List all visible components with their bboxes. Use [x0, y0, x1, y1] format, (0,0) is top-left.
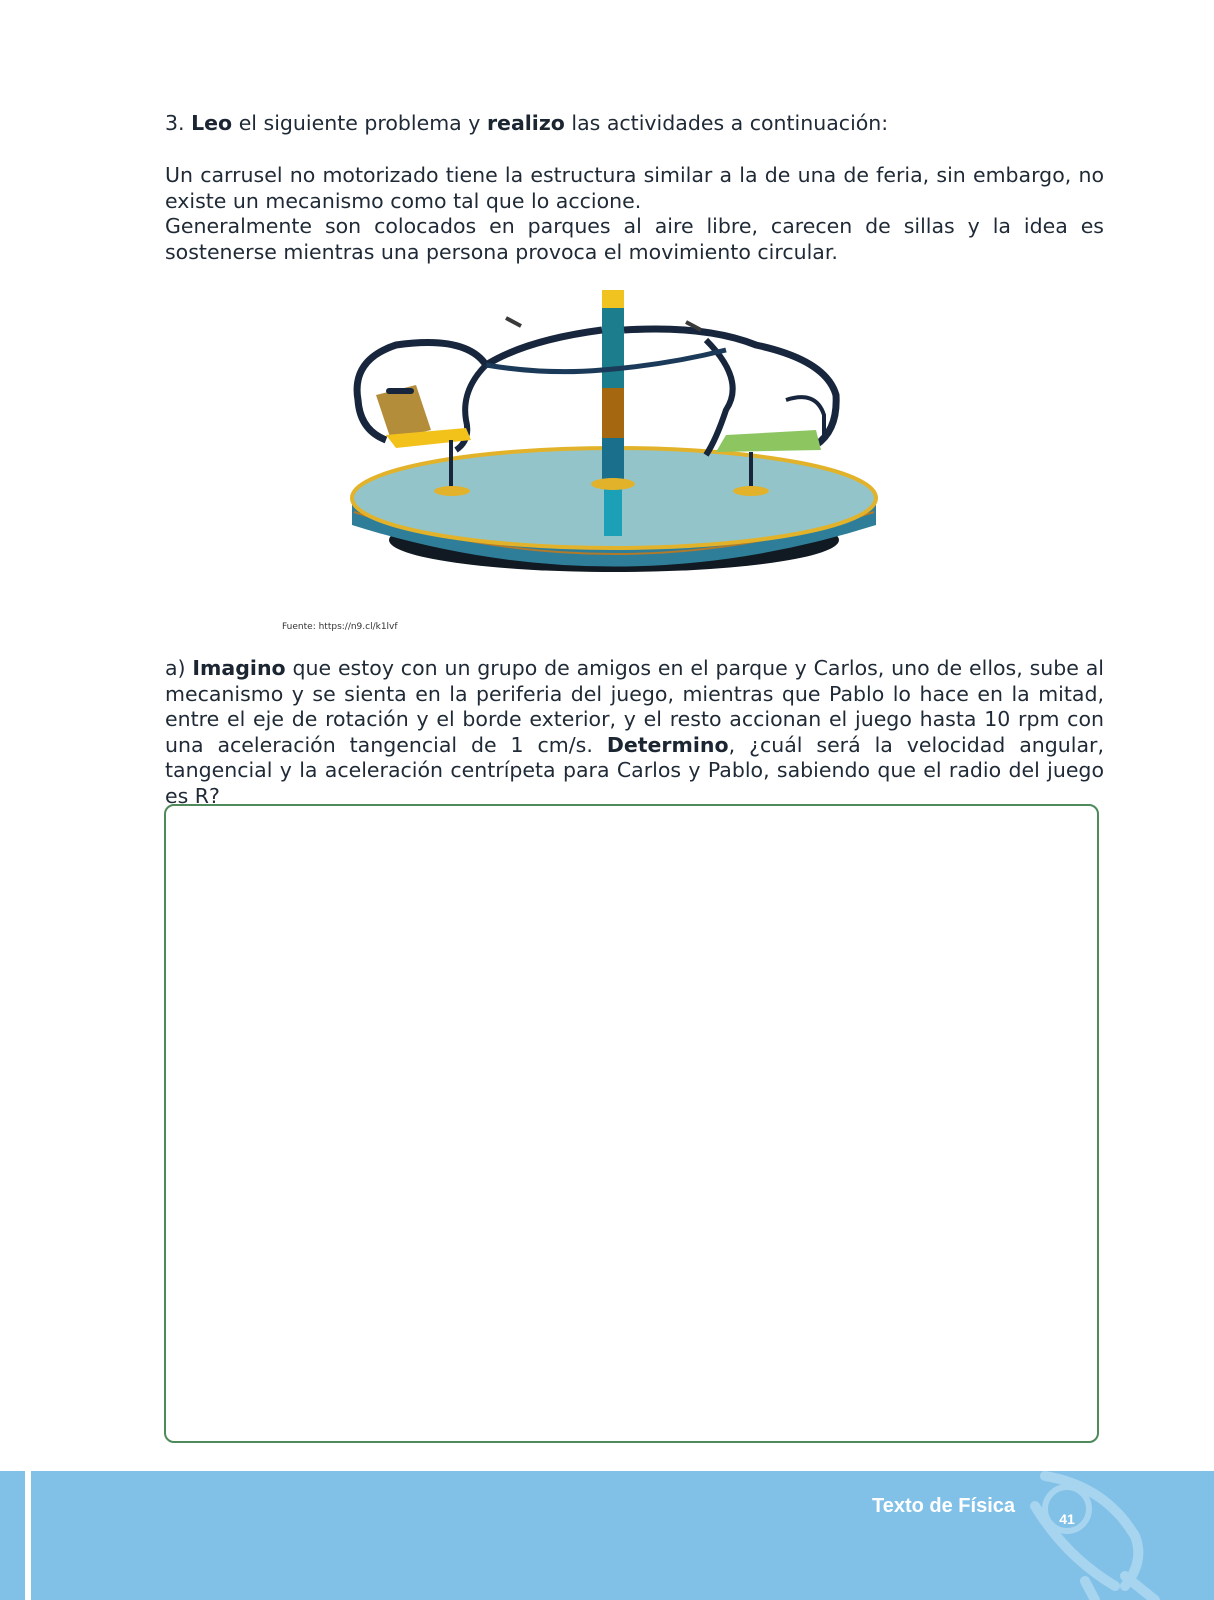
heading-mid: el siguiente problema y [238, 111, 481, 135]
verb-leo: Leo [191, 111, 233, 135]
page-number: 41 [1059, 1511, 1075, 1527]
heading-rest: las actividades a continuación: [571, 111, 889, 135]
verb-determino: Determino [606, 732, 729, 757]
carousel-illustration [346, 290, 882, 590]
question-text-1: que estoy con un grupo de amigos en el parque y Carlos, uno de ellos, sube al mecanismo y se sienta en la periferia del juego, mientras que Pablo lo hace en la mitad, entre el eje de rotación y el borde exterior, y el resto accionan el juego hasta 10 rpm con una aceleración tangencial de 1 cm/s. [165, 656, 1104, 757]
question-text-2: , ¿cuál será la velocidad angular, tangencial y la aceleración centrípeta para Carlos y Pablo, sabiendo que el radio del juego es R? [165, 732, 1105, 808]
verb-realizo: realizo [486, 111, 565, 135]
image-source: Fuente: https://n9.cl/k1lvf [282, 622, 398, 632]
intro-paragraph-1: Un carrusel no motorizado tiene la estructura similar a la de una de feria, sin embargo, no existe un mecanismo como tal que lo accione. [165, 163, 1104, 213]
intro-paragraph-2: Generalmente son colocados en parques al aire libre, carecen de sillas y la idea es sostenerse mientras una persona provoca el movimiento circular. [165, 214, 1104, 264]
activity-number: 3. [165, 111, 185, 135]
intro-text [165, 163, 1104, 265]
rocket-icon [1025, 1466, 1175, 1600]
verb-imagino: Imagino [192, 656, 286, 680]
activity-heading [165, 111, 1104, 137]
question-a [165, 656, 1104, 809]
answer-box[interactable] [164, 804, 1099, 1443]
book-title: Texto de Física [872, 1495, 1016, 1517]
footer-divider [25, 1471, 31, 1600]
question-label: a) [165, 656, 186, 680]
